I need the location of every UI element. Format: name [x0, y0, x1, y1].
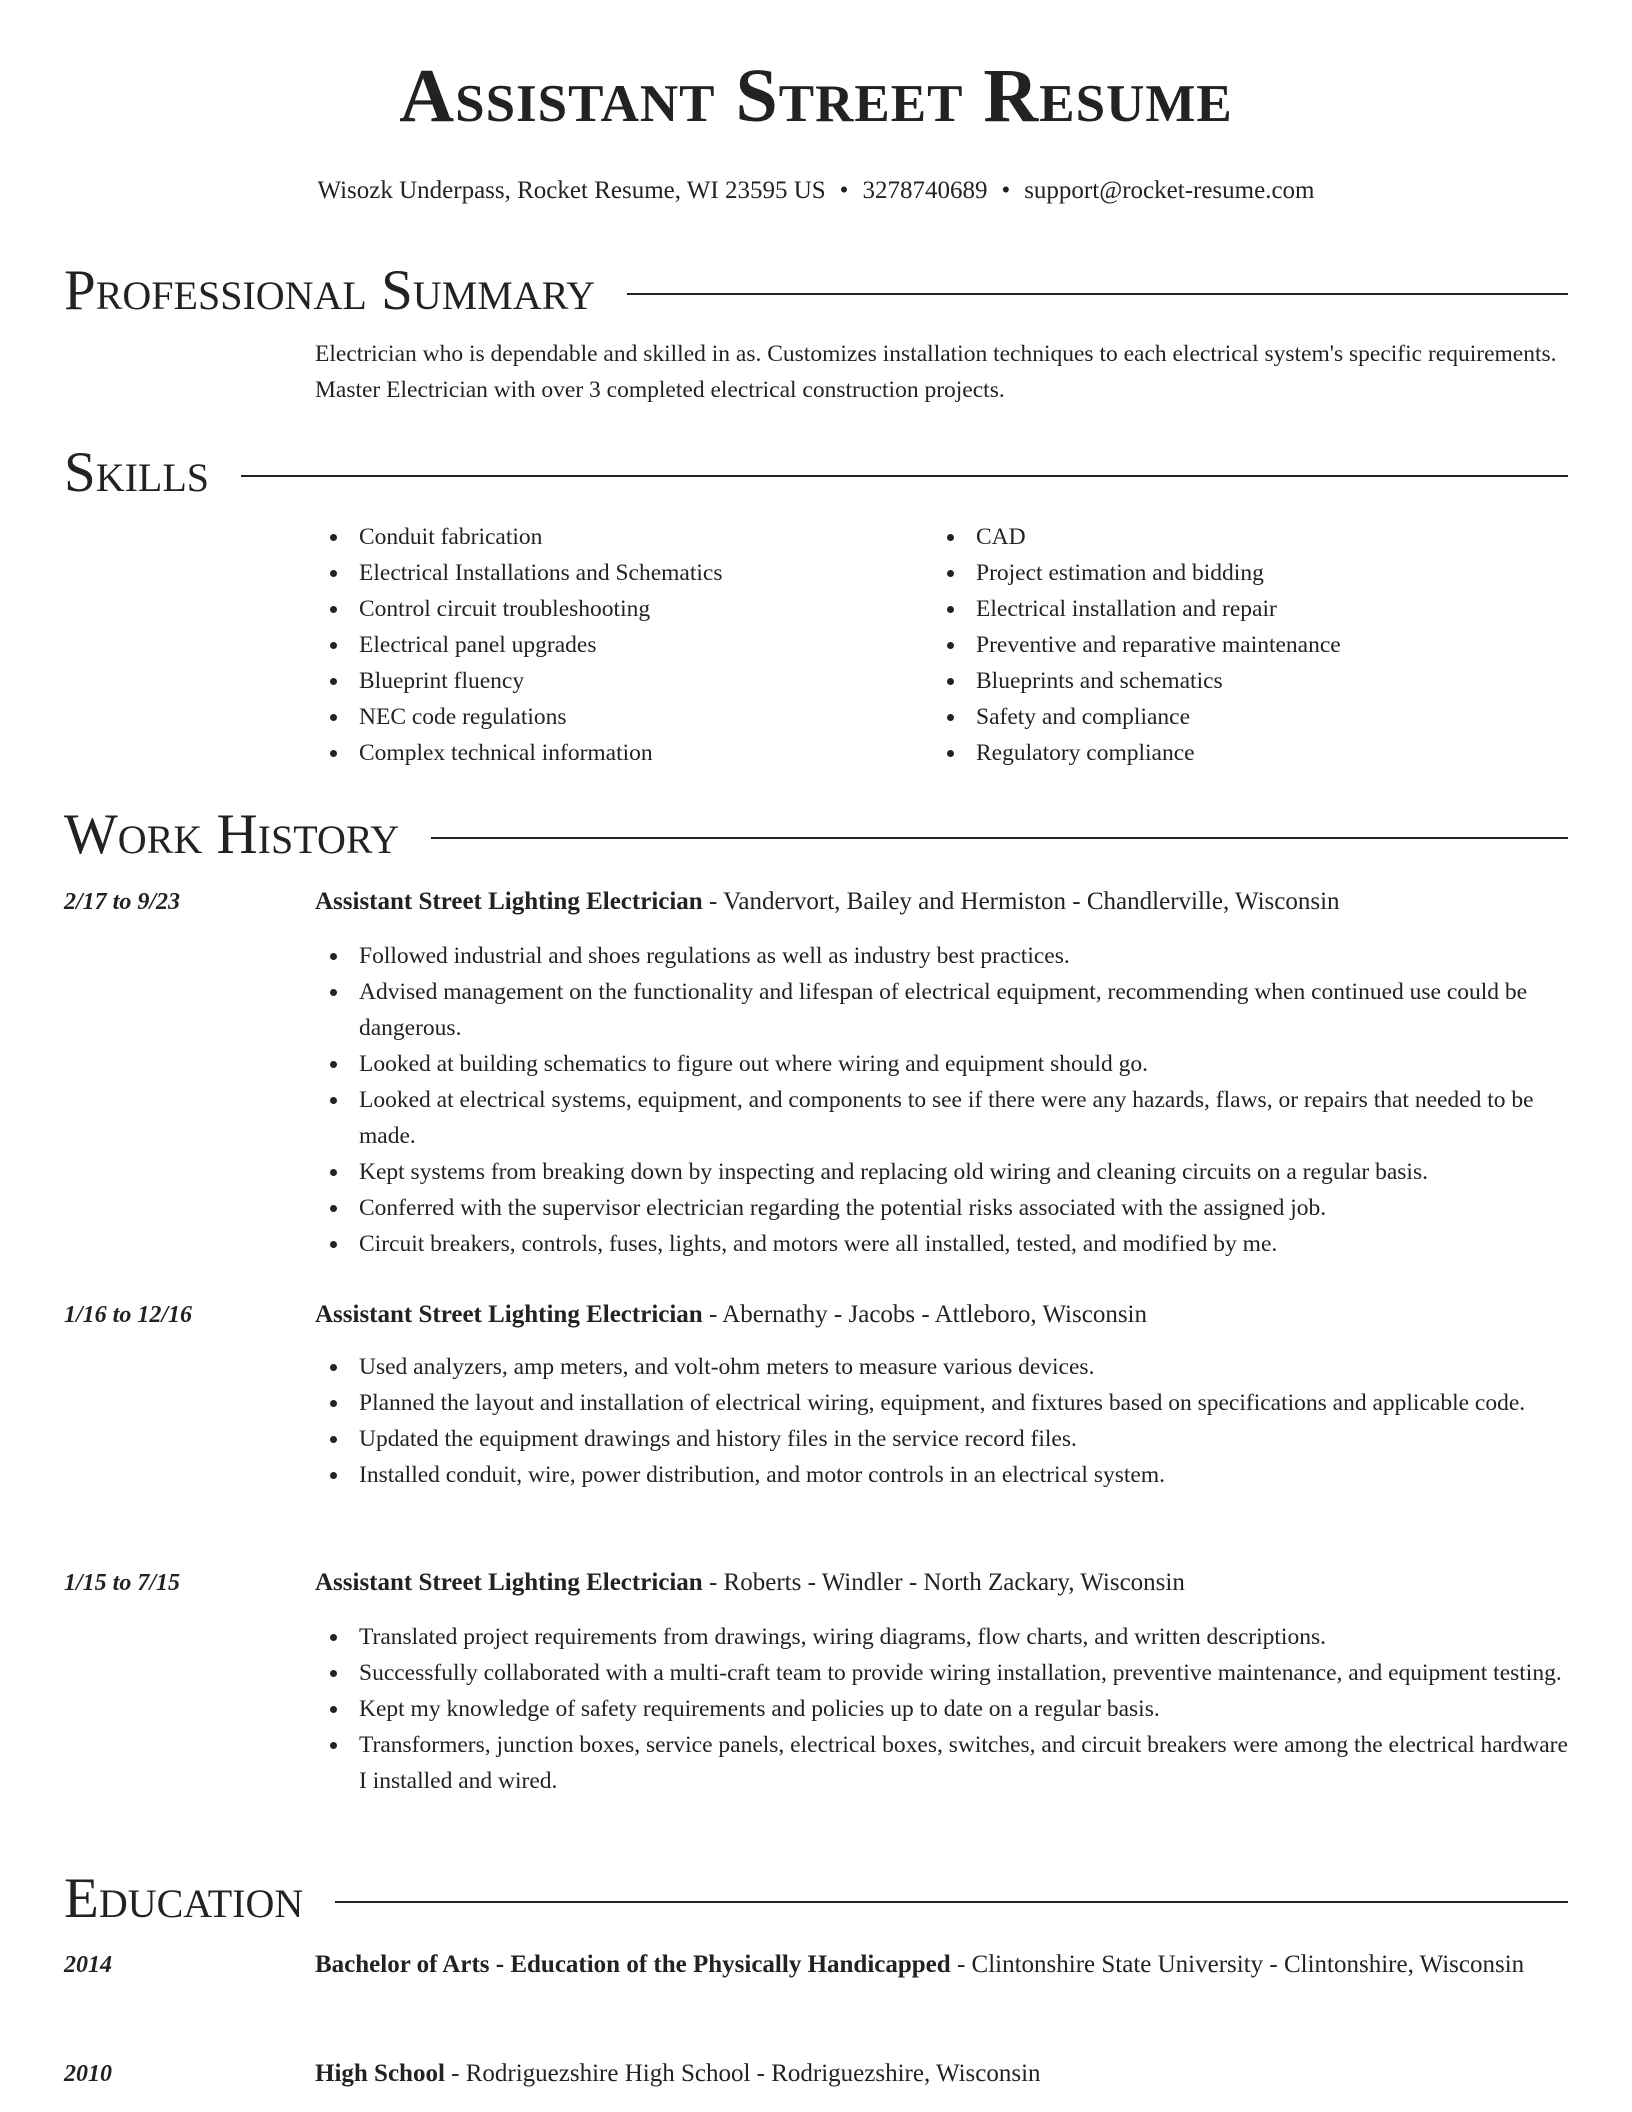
- job-heading: [315, 1563, 1568, 1603]
- education-section-header: [64, 1867, 1568, 1930]
- education-entry: [315, 1945, 1568, 1985]
- skill-item: Project estimation and bidding: [932, 555, 1532, 591]
- education-school: - Rodriguezshire High School - Rodriguezshire, Wisconsin: [444, 2060, 1041, 2087]
- separator-dot: •: [1001, 177, 1011, 204]
- summary-section-header: [64, 259, 1568, 322]
- skill-item: Blueprints and schematics: [932, 663, 1532, 699]
- education-year: 2010: [64, 2061, 112, 2087]
- job-duties-list: [315, 1619, 1568, 1799]
- skill-item: Blueprint fluency: [315, 663, 915, 699]
- job-duty: Looked at building schematics to figure out where wiring and equipment should go.: [315, 1046, 1568, 1082]
- education-degree: High School: [315, 2060, 445, 2087]
- skill-item: Complex technical information: [315, 735, 915, 771]
- skill-item: Electrical Installations and Schematics: [315, 555, 915, 591]
- contact-line: [64, 176, 1568, 206]
- job-duty: Updated the equipment drawings and history files in the service record files.: [315, 1421, 1568, 1457]
- skills-list-left: [315, 519, 915, 771]
- education-entry: [315, 2054, 1568, 2094]
- education-school: - Clintonshire State University - Clintonshire, Wisconsin: [950, 1951, 1525, 1978]
- phone: 3278740689: [862, 177, 988, 204]
- skill-item: NEC code regulations: [315, 699, 915, 735]
- skills-list-right: [932, 519, 1532, 771]
- job-duty: Advised management on the functionality and lifespan of electrical equipment, recommending when continued use could be dangerous.: [315, 974, 1568, 1046]
- section-divider: [335, 1901, 1568, 1903]
- email: support@rocket-resume.com: [1024, 177, 1315, 204]
- summary-heading: Professional Summary: [64, 259, 596, 322]
- job-heading: [315, 882, 1568, 922]
- address: Wisozk Underpass, Rocket Resume, WI 23595 US: [317, 177, 826, 204]
- job-duty: Followed industrial and shoes regulations as well as industry best practices.: [315, 938, 1568, 974]
- job-duty: Successfully collaborated with a multi-craft team to provide wiring installation, preventive maintenance, and equipment testing.: [315, 1655, 1568, 1691]
- job-duty: Circuit breakers, controls, fuses, lights, and motors were all installed, tested, and modified by me.: [315, 1226, 1568, 1262]
- skill-item: Safety and compliance: [932, 699, 1532, 735]
- job-dates: 1/16 to 12/16: [64, 1302, 193, 1328]
- job-duty: Used analyzers, amp meters, and volt-ohm meters to measure various devices.: [315, 1349, 1568, 1385]
- job-title: Assistant Street Lighting Electrician: [315, 1301, 703, 1328]
- job-duties-list: [315, 938, 1568, 1262]
- skill-item: Conduit fabrication: [315, 519, 915, 555]
- section-divider: [431, 837, 1568, 839]
- work-section-header: [64, 803, 1568, 866]
- education-year: 2014: [64, 1952, 112, 1978]
- job-employer: - Abernathy - Jacobs - Attleboro, Wisconsin: [702, 1301, 1148, 1328]
- resume-title: Assistant Street Resume: [399, 54, 1233, 138]
- skill-item: Electrical installation and repair: [932, 591, 1532, 627]
- skill-item: Electrical panel upgrades: [315, 627, 915, 663]
- education-degree: Bachelor of Arts - Education of the Physically Handicapped: [315, 1951, 951, 1978]
- job-duty: Installed conduit, wire, power distribution, and motor controls in an electrical system.: [315, 1457, 1568, 1493]
- summary-text: Electrician who is dependable and skilled in as. Customizes installation techniques to each electrical system's specific requirements. Master Electrician with over 3 completed electrical construction projects.: [315, 341, 1557, 403]
- job-duty: Translated project requirements from drawings, wiring diagrams, flow charts, and written descriptions.: [315, 1619, 1568, 1655]
- job-heading: [315, 1295, 1568, 1335]
- separator-dot: •: [839, 177, 849, 204]
- job-employer: - Vandervort, Bailey and Hermiston - Chandlerville, Wisconsin: [702, 888, 1340, 915]
- job-duties-list: [315, 1349, 1568, 1493]
- job-duty: Kept systems from breaking down by inspecting and replacing old wiring and cleaning circuits on a regular basis.: [315, 1154, 1568, 1190]
- section-divider: [627, 293, 1568, 295]
- job-title: Assistant Street Lighting Electrician: [315, 1569, 703, 1596]
- skill-item: Regulatory compliance: [932, 735, 1532, 771]
- job-duty: Kept my knowledge of safety requirements and policies up to date on a regular basis.: [315, 1691, 1568, 1727]
- skill-item: CAD: [932, 519, 1532, 555]
- education-heading: Education: [64, 1867, 304, 1930]
- skills-heading: Skills: [64, 441, 210, 504]
- job-duty: Conferred with the supervisor electrician regarding the potential risks associated with the assigned job.: [315, 1190, 1568, 1226]
- job-employer: - Roberts - Windler - North Zackary, Wisconsin: [702, 1569, 1185, 1596]
- job-dates: 1/15 to 7/15: [64, 1570, 181, 1596]
- job-duty: Planned the layout and installation of electrical wiring, equipment, and fixtures based on specifications and applicable code.: [315, 1385, 1568, 1421]
- job-duty: Looked at electrical systems, equipment, and components to see if there were any hazards, flaws, or repairs that needed to be made.: [315, 1082, 1568, 1154]
- job-dates: 2/17 to 9/23: [64, 889, 181, 915]
- skills-section-header: [64, 441, 1568, 504]
- job-duty: Transformers, junction boxes, service panels, electrical boxes, switches, and circuit breakers were among the electrical hardware I installed and wired.: [315, 1727, 1568, 1799]
- skill-item: Preventive and reparative maintenance: [932, 627, 1532, 663]
- work-heading: Work History: [64, 803, 400, 866]
- section-divider: [241, 475, 1568, 477]
- job-title: Assistant Street Lighting Electrician: [315, 888, 703, 915]
- skill-item: Control circuit troubleshooting: [315, 591, 915, 627]
